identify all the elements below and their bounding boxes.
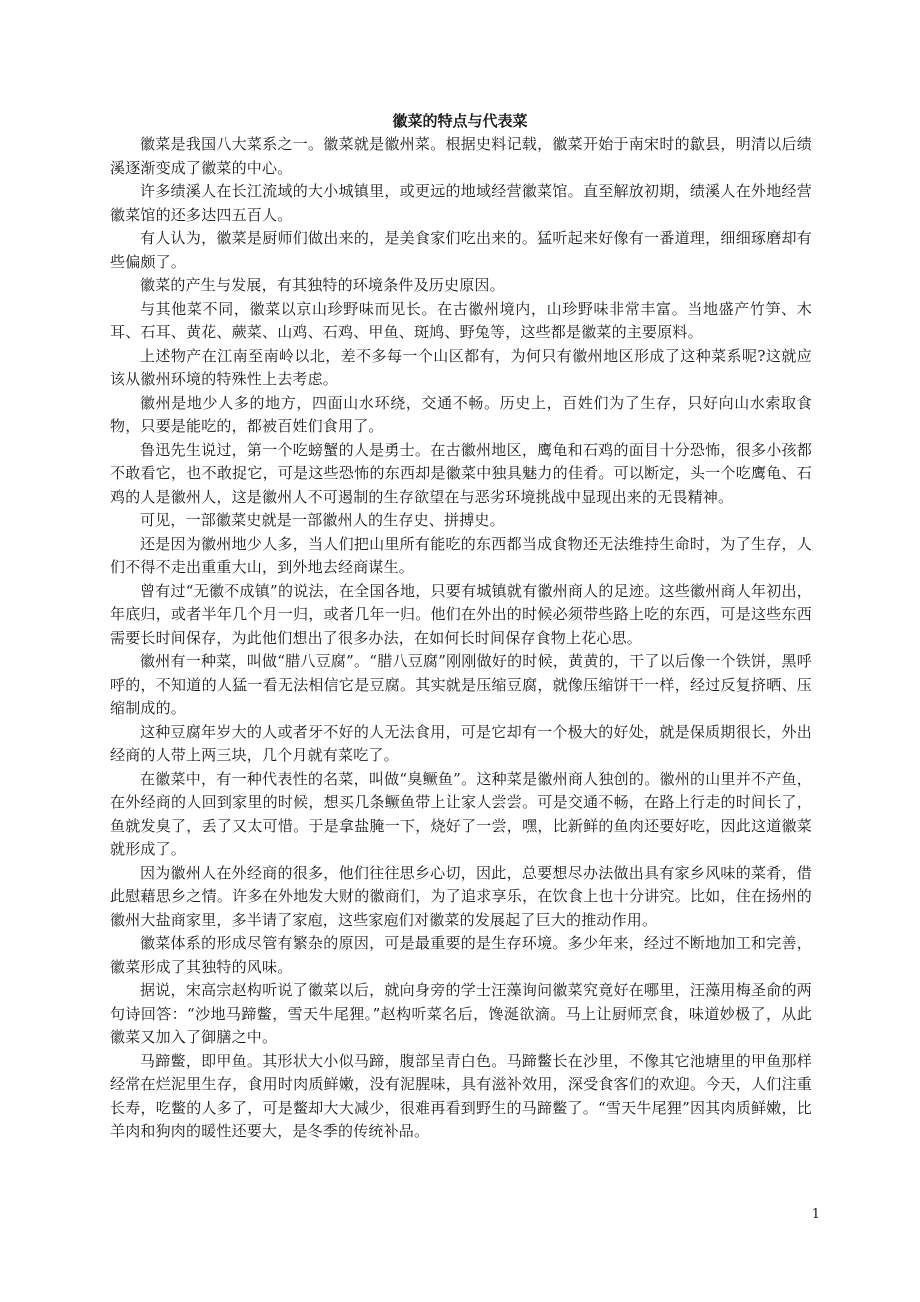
paragraph: 这种豆腐年岁大的人或者牙不好的人无法食用，可是它却有一个极大的好处，就是保质期很长，外出经商的人带上两三块，几个月就有菜吃了。 bbox=[110, 722, 812, 764]
paragraph: 徽州有一种菜，叫做“腊八豆腐”。“腊八豆腐”刚刚做好的时候，黄黄的，干了以后像一个铁饼，黑呼呼的，不知道的人猛一看无法相信它是豆腐。其实就是压缩豆腐，就像压缩饼干一样，经过反复挤晒、压缩制成的。 bbox=[110, 652, 812, 717]
document-title: 徽菜的特点与代表菜 bbox=[392, 112, 528, 130]
paragraph: 因为徽州人在外经商的很多，他们往往思乡心切，因此，总要想尽办法做出具有家乡风味的菜肴，借此慰藉思乡之情。许多在外地发大财的徽商们，为了追求享乐，在饮食上也十分讲究。比如，住在扬州的徽州大盐商家里，多半请了家庖，这些家庖们对徽菜的发展起了巨大的推动作用。 bbox=[110, 863, 812, 929]
paragraph: 徽菜是我国八大菜系之一。徽菜就是徽州菜。根据史料记载，徽菜开始于南宋时的歙县，明清以后绩溪逐渐变成了徽菜的中心。 bbox=[110, 135, 812, 177]
paragraph: 在徽菜中，有一种代表性的名菜，叫做“臭鳜鱼”。这种菜是徽州商人独创的。徽州的山里并不产鱼，在外经商的人回到家里的时候，想买几条鳜鱼带上让家人尝尝。可是交通不畅，在路上行走的时间长了，鱼就发臭了，丢了又太可惜。于是拿盐腌一下，烧好了一尝，嘿，比新鲜的鱼肉还要好吃，因此这道徽菜就形成了。 bbox=[110, 769, 812, 858]
paragraph: 曾有过“无徽不成镇”的说法，在全国各地，只要有城镇就有徽州商人的足迹。这些徽州商人年初出，年底归，或者半年几个月一归，或者几年一归。他们在外出的时候必须带些路上吃的东西，可是这些东西需要长时间保存，为此他们想出了很多办法，在如何长时间保存食物上花心思。 bbox=[110, 581, 812, 647]
paragraph: 据说，宋高宗赵构听说了徽菜以后，就向身旁的学士汪藻询问徽菜究竟好在哪里，汪藻用梅圣俞的两句诗回答：“沙地马蹄鳖，雪天牛尾狸。”赵构听菜名后，馋涎欲滴。马上让厨师烹食，味道妙极了，从此徽菜又加入了御膳之中。 bbox=[110, 981, 812, 1046]
paragraph: 还是因为徽州地少人多，当人们把山里所有能吃的东西都当成食物还无法维持生命时，为了生存，人们不得不走出重重大山，到外地去经商谋生。 bbox=[110, 534, 812, 576]
paragraph: 徽菜体系的形成尽管有繁杂的原因，可是最重要的是生存环境。多少年来，经过不断地加工和完善，徽菜形成了其独特的风味。 bbox=[110, 934, 812, 976]
paragraph: 可见，一部徽菜史就是一部徽州人的生存史、拼搏史。 bbox=[140, 511, 505, 529]
page-number: 1 bbox=[811, 1207, 820, 1222]
paragraph: 与其他菜不同，徽菜以京山珍野味而见长。在古徽州境内，山珍野味非常丰富。当地盛产竹笋、木耳、石耳、黄花、蕨菜、山鸡、石鸡、甲鱼、斑鸠、野兔等，这些都是徽菜的主要原料。 bbox=[110, 299, 812, 341]
paragraph: 徽州是地少人多的地方，四面山水环绕，交通不畅。历史上，百姓们为了生存，只好向山水索取食物，只要是能吃的，都被百姓们食用了。 bbox=[110, 393, 812, 435]
paragraph: 马蹄鳖，即甲鱼。其形状大小似马蹄，腹部呈青白色。马蹄鳖长在沙里，不像其它池塘里的甲鱼那样经常在烂泥里生存，食用时肉质鲜嫩，没有泥腥味，具有滋补效用，深受食客们的欢迎。今天，人们注重长寿，吃鳖的人多了，可是鳖却大大减少，很难再看到野生的马蹄鳖了。“雪天牛尾狸”因其肉质鲜嫩，比羊肉和狗肉的暖性还要大，是冬季的传统补品。 bbox=[110, 1051, 812, 1140]
paragraph: 徽菜的产生与发展，有其独特的环境条件及历史原因。 bbox=[140, 276, 505, 294]
paragraph: 有人认为，徽菜是厨师们做出来的，是美食家们吃出来的。猛听起来好像有一番道理，细细琢磨却有些偏颇了。 bbox=[110, 229, 812, 271]
paragraph: 鲁迅先生说过，第一个吃螃蟹的人是勇士。在古徽州地区，鹰龟和石鸡的面目十分恐怖，很多小孩都不敢看它，也不敢捉它，可是这些恐怖的东西却是徽菜中独具魅力的佳肴。可以断定，头一个吃鹰龟、石鸡的人是徽州人，这是徽州人不可遏制的生存欲望在与恶劣环境挑战中显现出来的无畏精神。 bbox=[110, 440, 812, 506]
paragraph: 许多绩溪人在长江流域的大小城镇里，或更远的地域经营徽菜馆。直至解放初期，绩溪人在外地经营徽菜馆的还多达四五百人。 bbox=[110, 182, 812, 224]
paragraph: 上述物产在江南至南岭以北，差不多每一个山区都有，为何只有徽州地区形成了这种菜系呢?这就应该从徽州环境的特殊性上去考虑。 bbox=[110, 346, 812, 388]
document-body bbox=[110, 133, 812, 1144]
